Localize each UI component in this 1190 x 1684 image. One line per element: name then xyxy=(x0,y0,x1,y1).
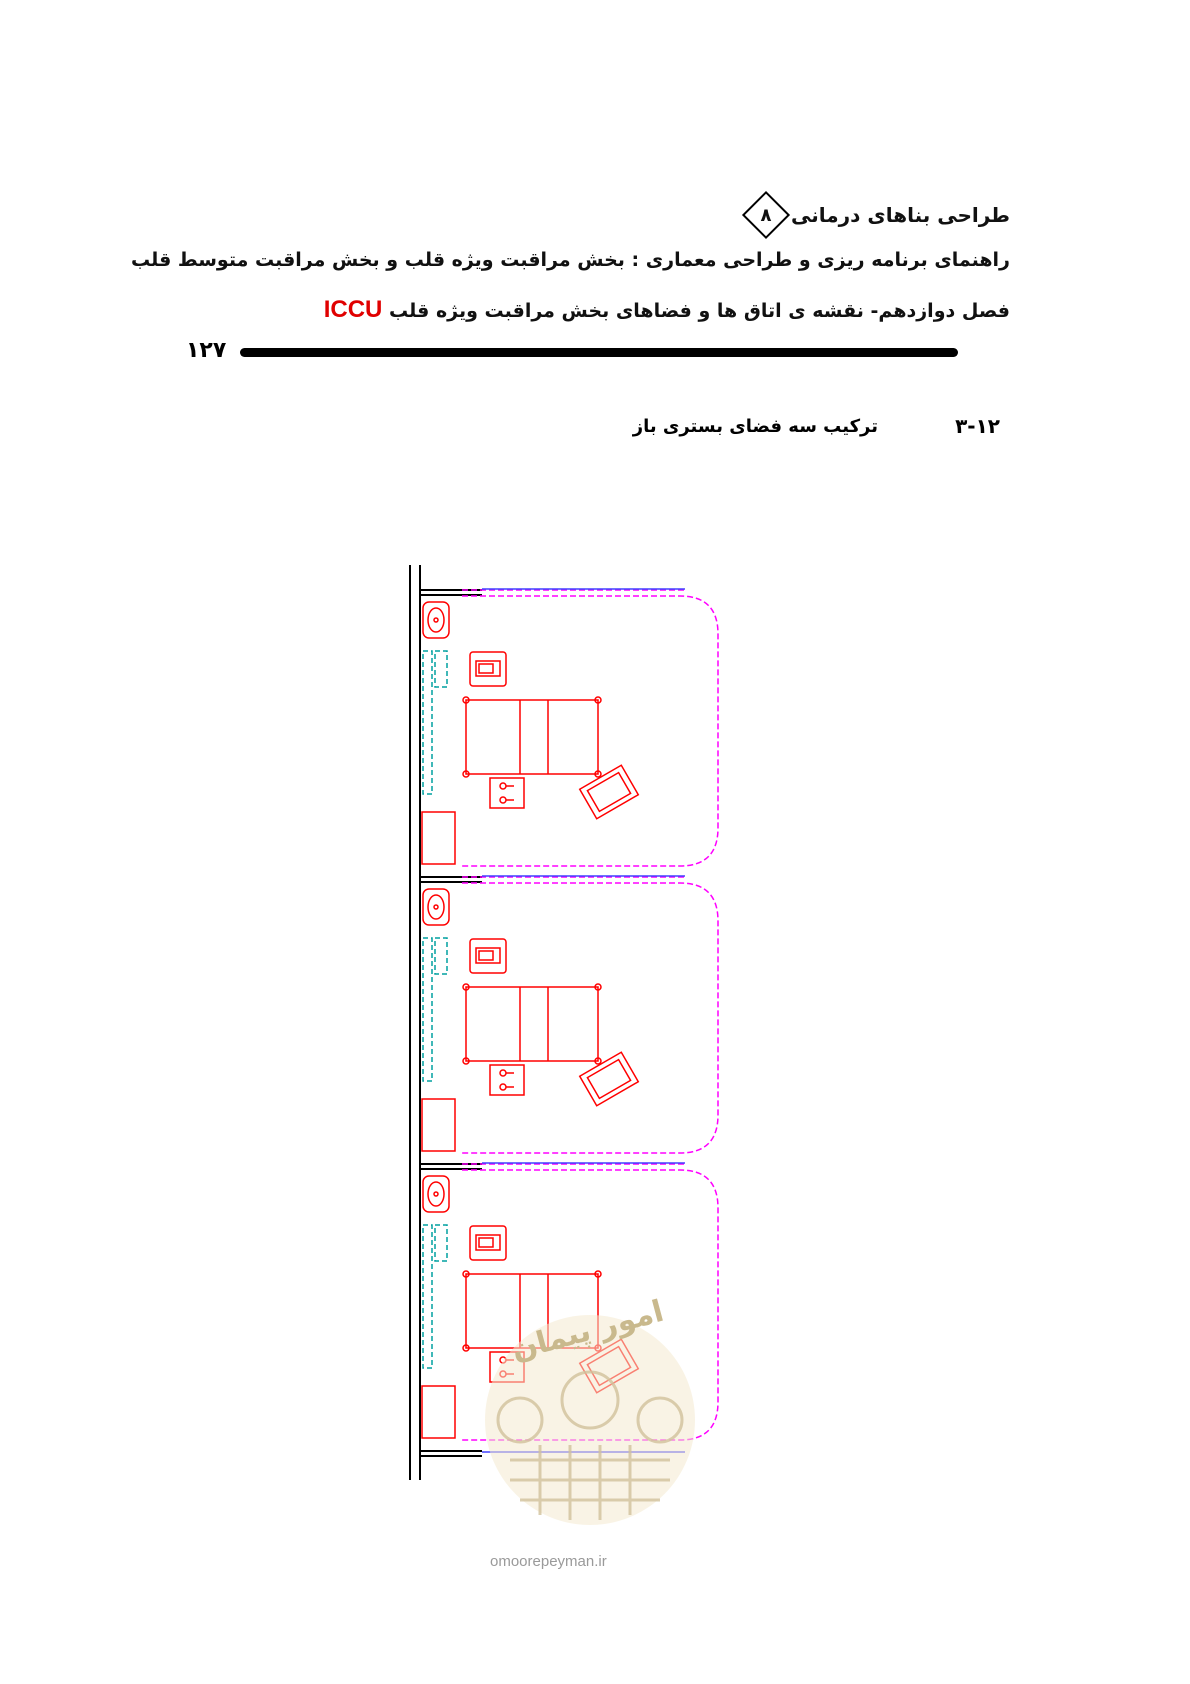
main-wall xyxy=(410,565,420,1480)
watermark-brand: امور پیمان xyxy=(507,1293,668,1368)
book-title: طراحی بناهای درمانی xyxy=(790,203,1010,227)
chapter-title: فصل دوازدهم- نقشه ی اتاق ها و فضاهای بخش مراقبت ویژه قلب xyxy=(389,300,1010,322)
watermark-logo xyxy=(460,1250,720,1570)
book-number: ۸ xyxy=(760,204,772,226)
page-number: ۱۲۷ xyxy=(186,338,227,363)
chapter-tag: ICCU xyxy=(323,296,383,323)
bed-bay-1 xyxy=(420,589,718,866)
bed-bay-2 xyxy=(420,876,718,1153)
guide-title: راهنمای برنامه ریزی و طراحی معماری : بخش مراقبت ویژه قلب و بخش مراقبت متوسط قلب xyxy=(130,249,1010,271)
figure-number: ۳-۱۲ xyxy=(955,414,1000,438)
figure-title: ترکیب سه فضای بستری باز xyxy=(632,416,878,437)
watermark-url: omoorepeyman.ir xyxy=(490,1553,607,1570)
